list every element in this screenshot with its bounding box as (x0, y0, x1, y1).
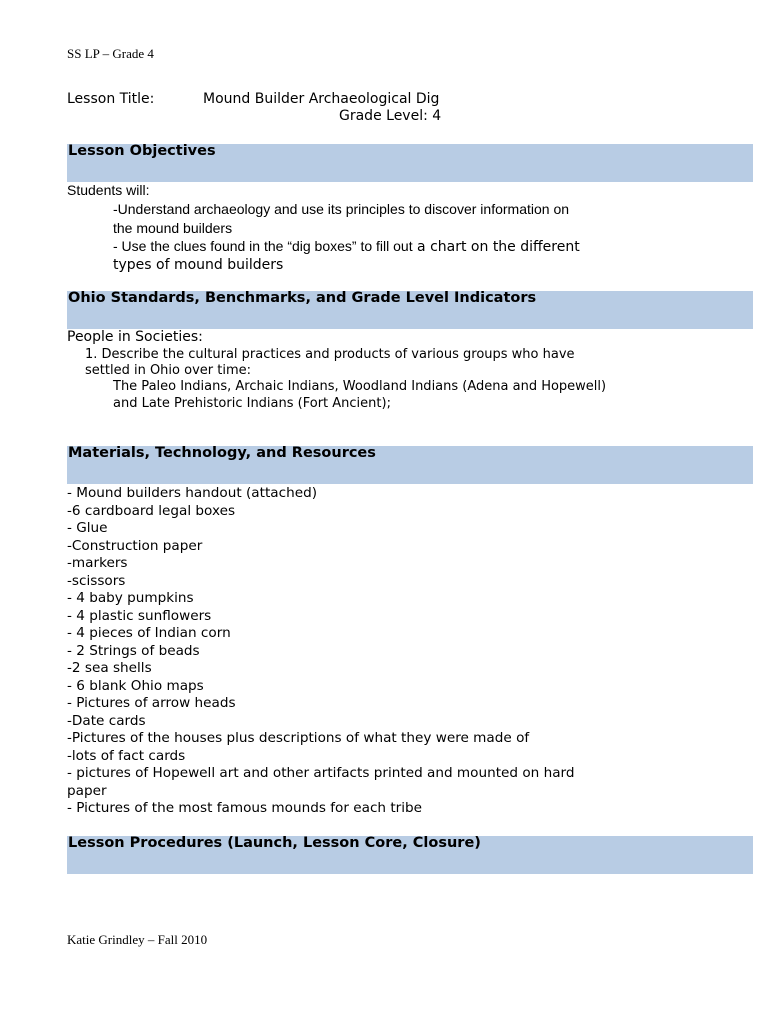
material-item: - 4 baby pumpkins (67, 590, 194, 606)
page-header: SS LP – Grade 4 (67, 46, 154, 61)
section-bar-materials (67, 446, 753, 484)
material-item: -Pictures of the houses plus descriptions of what they were made of (67, 730, 530, 746)
material-item: -2 sea shells (67, 660, 152, 676)
section-title-standards: Ohio Standards, Benchmarks, and Grade Level Indicators (68, 290, 537, 306)
section-bar-procedures (67, 836, 753, 874)
objective-line-4: types of mound builders (113, 257, 284, 273)
objective-line-3b: a chart on the different (412, 239, 580, 255)
standards-item-1-line-2: settled in Ohio over time: (85, 363, 251, 378)
section-title-materials: Materials, Technology, and Resources (68, 445, 376, 461)
lesson-title-label: Lesson Title: (67, 91, 155, 107)
standards-item-1-line-1: 1. Describe the cultural practices and products of various groups who have (85, 347, 575, 362)
objective-line-3 (113, 238, 580, 256)
material-item: -scissors (67, 572, 126, 589)
material-item: - 4 pieces of Indian corn (67, 625, 231, 641)
standards-category: People in Societies: (67, 329, 203, 345)
material-item: -markers (67, 555, 128, 571)
material-item: - Mound builders handout (attached) (67, 485, 318, 501)
material-item: -Construction paper (67, 537, 203, 554)
standards-groups-line-1: The Paleo Indians, Archaic Indians, Woodland Indians (Adena and Hopewell) (113, 379, 607, 394)
material-item: paper (67, 782, 107, 799)
material-item: -Date cards (67, 712, 146, 729)
section-bar-objectives (67, 144, 753, 182)
standards-groups-line-2: and Late Prehistoric Indians (Fort Ancient); (113, 396, 391, 411)
grade-level: Grade Level: 4 (339, 108, 442, 124)
material-item: -6 cardboard legal boxes (67, 502, 236, 519)
material-item: - 6 blank Ohio maps (67, 677, 204, 694)
lesson-title-value: Mound Builder Archaeological Dig (203, 91, 440, 107)
material-item: - Pictures of arrow heads (67, 695, 236, 711)
section-title-objectives: Lesson Objectives (68, 143, 216, 159)
material-item: -lots of fact cards (67, 747, 186, 764)
objectives-intro: Students will: (67, 182, 150, 198)
section-title-procedures: Lesson Procedures (Launch, Lesson Core, Closure) (68, 835, 481, 851)
objective-line-1: -Understand archaeology and use its principles to discover information on (113, 201, 570, 217)
objective-line-2: the mound builders (113, 220, 233, 236)
objective-line-3a: - Use the clues found in the “dig boxes” to fill out (113, 238, 413, 254)
material-item: - Pictures of the most famous mounds for each tribe (67, 800, 423, 816)
material-item: - 4 plastic sunflowers (67, 607, 212, 624)
page-footer: Katie Grindley – Fall 2010 (67, 932, 208, 947)
material-item: - pictures of Hopewell art and other artifacts printed and mounted on hard (67, 765, 575, 781)
material-item: - Glue (67, 520, 108, 536)
material-item: - 2 Strings of beads (67, 642, 200, 659)
section-bar-standards (67, 291, 753, 329)
